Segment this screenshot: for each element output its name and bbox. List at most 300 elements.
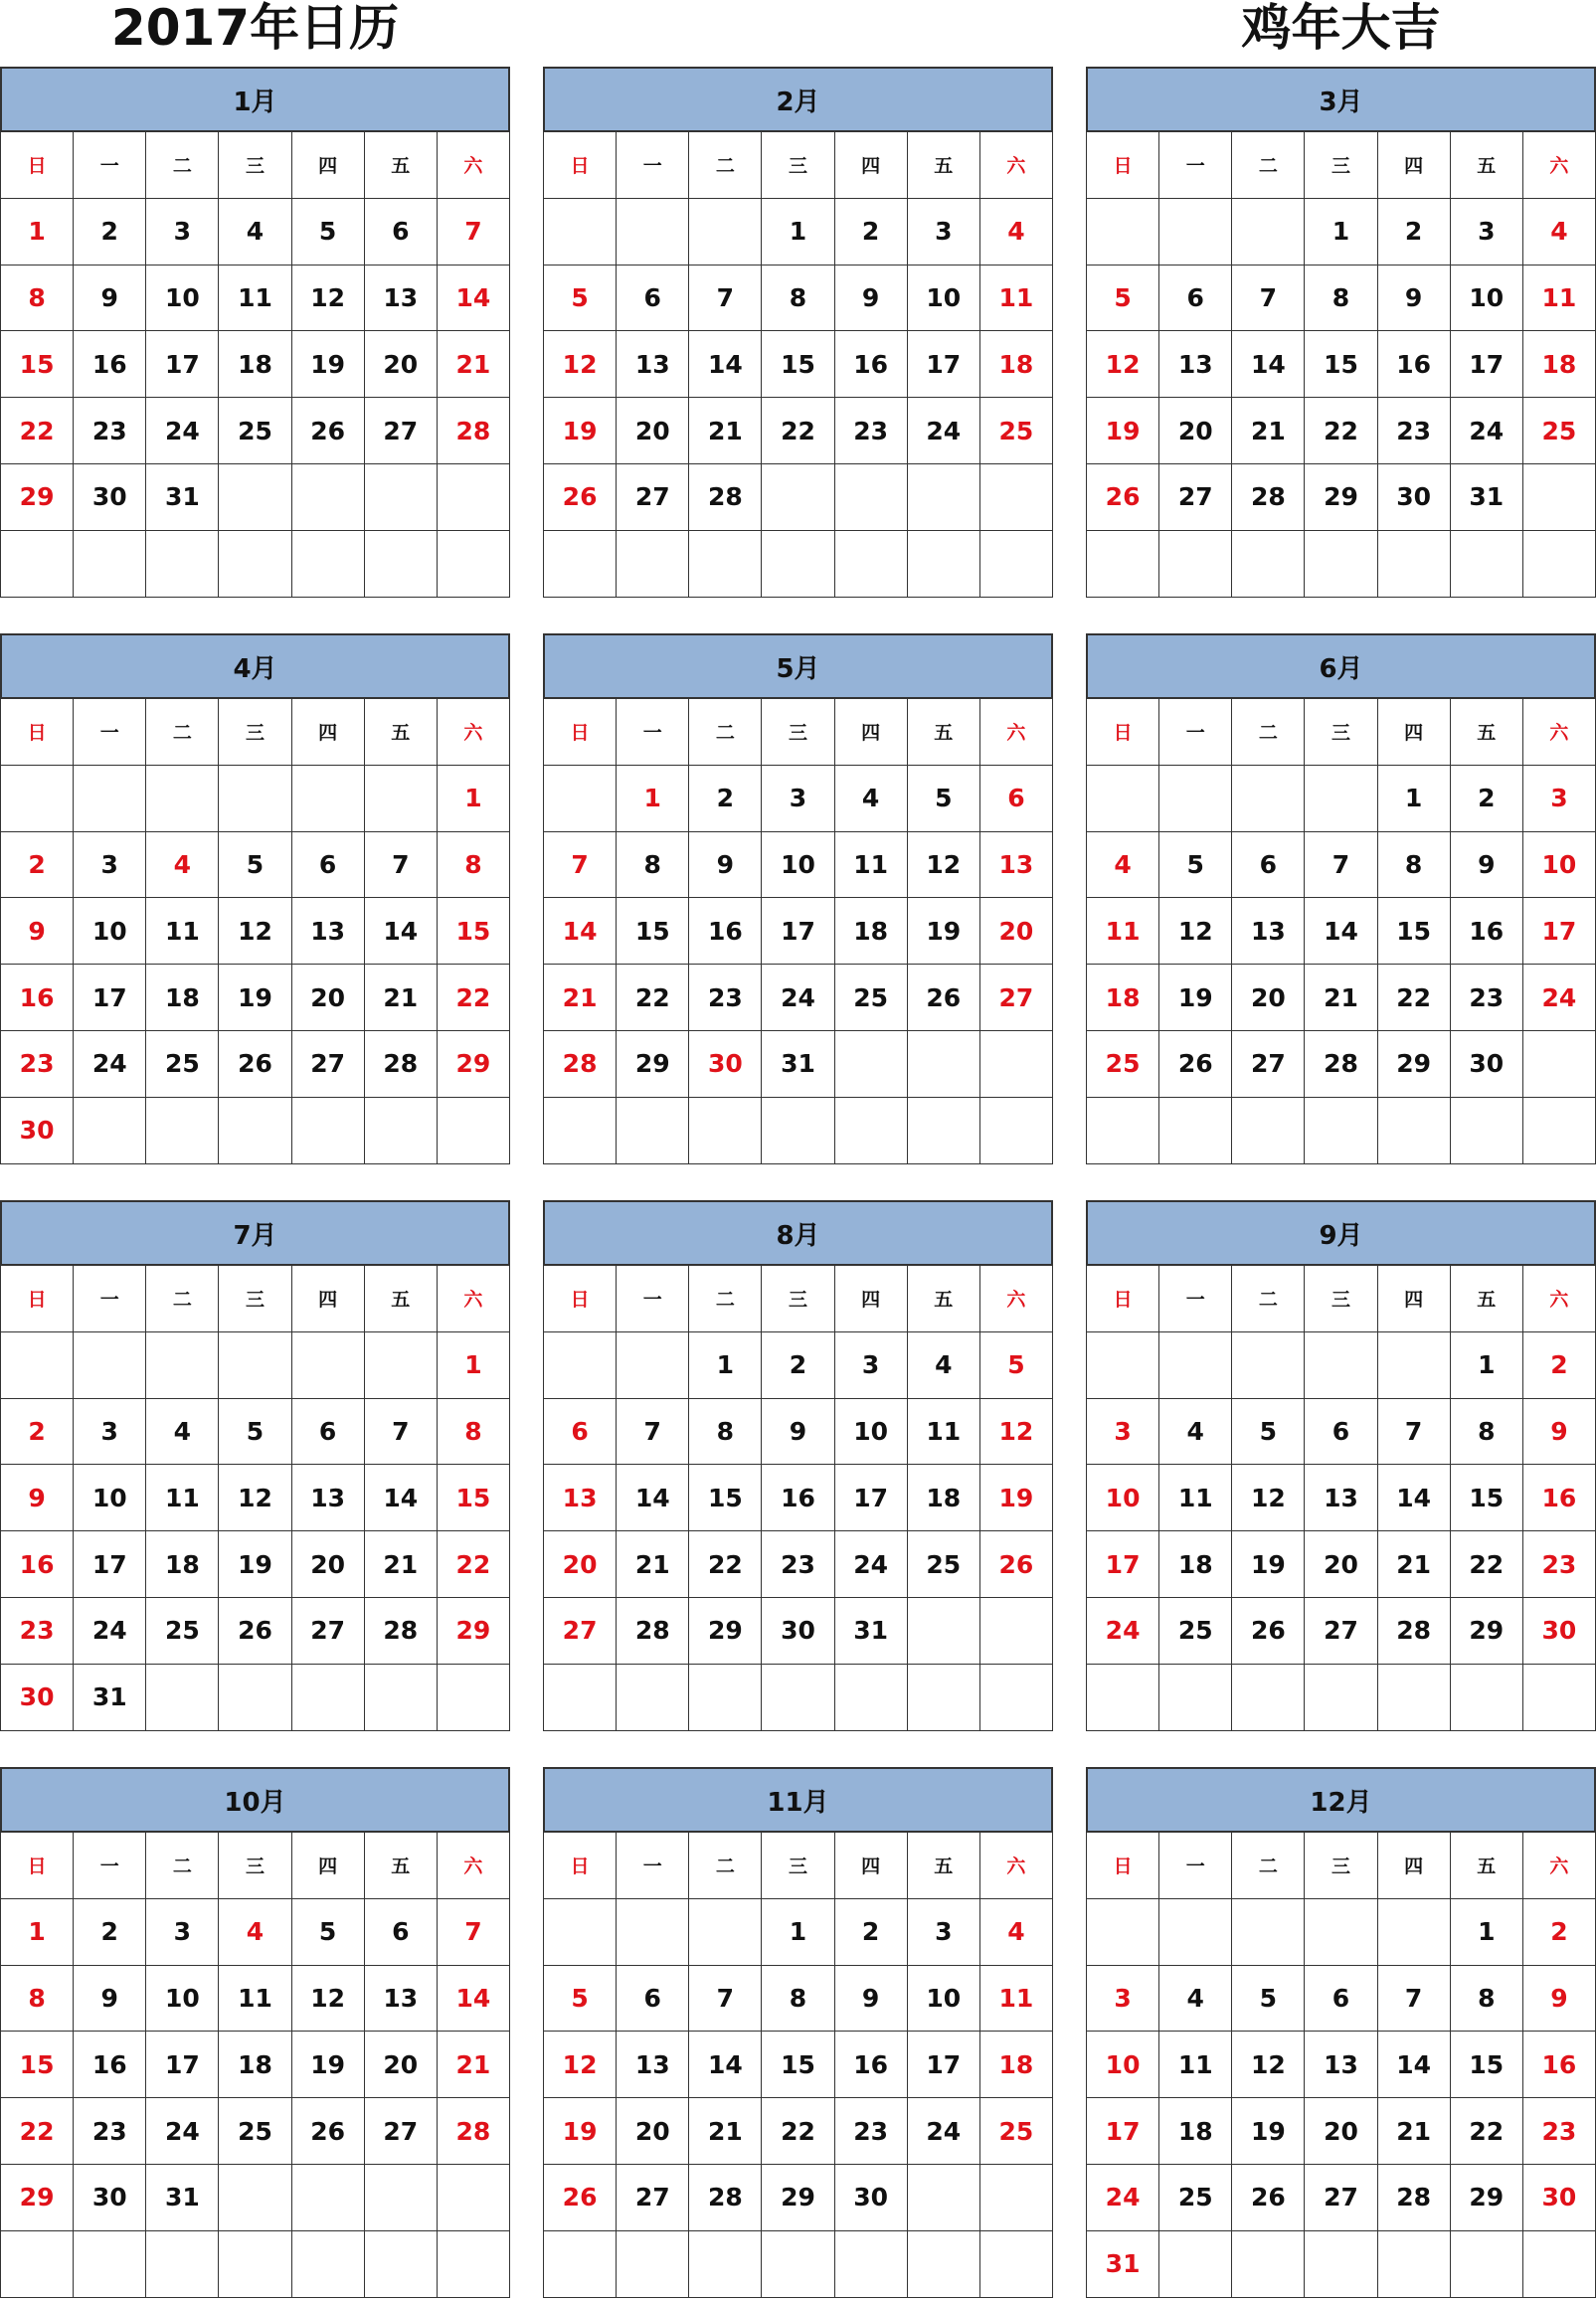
empty-cell — [1305, 1899, 1377, 1966]
day-cell: 24 — [908, 2098, 980, 2165]
empty-cell — [1305, 1332, 1377, 1399]
day-cell: 1 — [762, 1899, 834, 1966]
day-cell: 14 — [365, 1465, 438, 1531]
day-cell: 21 — [689, 398, 762, 464]
day-cell: 17 — [1087, 2098, 1159, 2165]
day-cell: 21 — [1378, 2098, 1451, 2165]
day-cell: 12 — [292, 1966, 365, 2033]
day-cell: 21 — [1305, 965, 1377, 1031]
day-cell: 14 — [438, 265, 510, 332]
empty-cell — [438, 1665, 510, 1731]
weekday-header: 一 — [74, 699, 146, 766]
day-cell: 21 — [1378, 1531, 1451, 1598]
empty-cell — [835, 1031, 908, 1098]
day-cell: 10 — [1087, 1465, 1159, 1531]
weekday-header: 四 — [835, 132, 908, 199]
day-cell: 25 — [980, 2098, 1053, 2165]
day-cell: 22 — [1, 398, 74, 464]
day-cell: 15 — [438, 1465, 510, 1531]
weekday-header: 六 — [438, 1833, 510, 1899]
day-cell: 20 — [544, 1531, 617, 1598]
day-cell: 25 — [980, 398, 1053, 464]
empty-cell — [689, 1665, 762, 1731]
day-cell: 9 — [1523, 1966, 1596, 2033]
weekday-header: 六 — [438, 699, 510, 766]
day-cell: 7 — [438, 199, 510, 265]
day-cell: 27 — [365, 398, 438, 464]
empty-cell — [1159, 1899, 1232, 1966]
empty-cell — [438, 464, 510, 531]
weekday-header: 三 — [1305, 1266, 1377, 1332]
day-cell: 28 — [1232, 464, 1305, 531]
day-cell: 18 — [1159, 1531, 1232, 1598]
weekday-header: 日 — [1, 1833, 74, 1899]
weekday-header: 二 — [1232, 699, 1305, 766]
weekday-header: 六 — [1523, 1266, 1596, 1332]
day-cell: 9 — [689, 832, 762, 899]
day-cell: 6 — [365, 199, 438, 265]
empty-cell — [219, 1098, 291, 1164]
day-cell: 5 — [1232, 1966, 1305, 2033]
weekday-header: 五 — [1451, 1833, 1523, 1899]
empty-cell — [1378, 1665, 1451, 1731]
day-cell: 9 — [1451, 832, 1523, 899]
day-cell: 10 — [1451, 265, 1523, 332]
day-cell: 2 — [1, 1399, 74, 1466]
day-cell: 10 — [835, 1399, 908, 1466]
day-cell: 24 — [74, 1598, 146, 1665]
day-cell: 2 — [762, 1332, 834, 1399]
empty-cell — [1232, 766, 1305, 832]
weekday-header: 日 — [544, 132, 617, 199]
weekday-header: 五 — [908, 132, 980, 199]
empty-cell — [1523, 1098, 1596, 1164]
day-cell: 14 — [689, 331, 762, 398]
empty-cell — [1159, 766, 1232, 832]
day-cell: 22 — [617, 965, 689, 1031]
day-cell: 1 — [1451, 1899, 1523, 1966]
day-cell: 2 — [74, 1899, 146, 1966]
day-cell: 9 — [1378, 265, 1451, 332]
empty-cell — [1232, 531, 1305, 598]
day-cell: 18 — [146, 965, 219, 1031]
day-cell: 8 — [1, 1966, 74, 2033]
weekday-header: 三 — [219, 1266, 291, 1332]
day-cell: 27 — [1232, 1031, 1305, 1098]
day-cell: 19 — [908, 898, 980, 965]
day-cell: 23 — [1, 1031, 74, 1098]
empty-cell — [146, 1665, 219, 1731]
day-cell: 31 — [762, 1031, 834, 1098]
day-cell: 13 — [1232, 898, 1305, 965]
day-cell: 27 — [1159, 464, 1232, 531]
weekday-header: 六 — [980, 699, 1053, 766]
empty-cell — [908, 2165, 980, 2231]
empty-cell — [1232, 1332, 1305, 1399]
month-grid — [0, 1833, 510, 2298]
empty-cell — [835, 1665, 908, 1731]
weekday-header: 日 — [1087, 1266, 1159, 1332]
day-cell: 12 — [544, 2032, 617, 2098]
day-cell: 28 — [365, 1031, 438, 1098]
day-cell: 1 — [1, 1899, 74, 1966]
month-4 — [0, 633, 510, 1164]
empty-cell — [219, 1332, 291, 1399]
day-cell: 4 — [1523, 199, 1596, 265]
empty-cell — [1451, 2231, 1523, 2298]
day-cell: 20 — [365, 2032, 438, 2098]
day-cell: 21 — [1232, 398, 1305, 464]
day-cell: 25 — [1159, 1598, 1232, 1665]
day-cell: 24 — [146, 2098, 219, 2165]
empty-cell — [1087, 1665, 1159, 1731]
weekday-header: 二 — [146, 1833, 219, 1899]
day-cell: 4 — [835, 766, 908, 832]
day-cell: 28 — [365, 1598, 438, 1665]
weekday-header: 二 — [1232, 1833, 1305, 1899]
month-grid — [0, 699, 510, 1164]
day-cell: 19 — [1159, 965, 1232, 1031]
empty-cell — [544, 766, 617, 832]
day-cell: 13 — [292, 898, 365, 965]
day-cell: 28 — [689, 2165, 762, 2231]
empty-cell — [1, 2231, 74, 2298]
weekday-header: 日 — [544, 1833, 617, 1899]
empty-cell — [74, 766, 146, 832]
weekday-header: 六 — [980, 1266, 1053, 1332]
empty-cell — [908, 1031, 980, 1098]
day-cell: 2 — [835, 1899, 908, 1966]
day-cell: 7 — [617, 1399, 689, 1466]
day-cell: 6 — [1159, 265, 1232, 332]
day-cell: 29 — [438, 1031, 510, 1098]
day-cell: 22 — [762, 398, 834, 464]
day-cell: 9 — [835, 1966, 908, 2033]
day-cell: 4 — [219, 1899, 291, 1966]
empty-cell — [365, 1098, 438, 1164]
weekday-header: 四 — [292, 1833, 365, 1899]
month-grid — [1086, 1833, 1596, 2298]
day-cell: 19 — [219, 965, 291, 1031]
day-cell: 13 — [292, 1465, 365, 1531]
empty-cell — [438, 2165, 510, 2231]
empty-cell — [908, 2231, 980, 2298]
day-cell: 29 — [1, 2165, 74, 2231]
empty-cell — [292, 766, 365, 832]
day-cell: 4 — [980, 199, 1053, 265]
day-cell: 1 — [1, 199, 74, 265]
empty-cell — [1232, 2231, 1305, 2298]
day-cell: 6 — [617, 1966, 689, 2033]
weekday-header: 三 — [219, 699, 291, 766]
day-cell: 6 — [1305, 1966, 1377, 2033]
greeting-title: 鸡年大吉 — [1241, 0, 1441, 57]
day-cell: 22 — [1305, 398, 1377, 464]
empty-cell — [1378, 1332, 1451, 1399]
empty-cell — [980, 1665, 1053, 1731]
day-cell: 28 — [1378, 2165, 1451, 2231]
day-cell: 18 — [219, 2032, 291, 2098]
day-cell: 16 — [1451, 898, 1523, 965]
day-cell: 17 — [1523, 898, 1596, 965]
month-grid — [1086, 699, 1596, 1164]
weekday-header: 三 — [762, 1266, 834, 1332]
day-cell: 26 — [544, 464, 617, 531]
empty-cell — [544, 2231, 617, 2298]
month-2 — [543, 67, 1053, 598]
month-grid — [1086, 1266, 1596, 1731]
empty-cell — [1, 1332, 74, 1399]
day-cell: 19 — [1087, 398, 1159, 464]
day-cell: 1 — [438, 766, 510, 832]
day-cell: 15 — [438, 898, 510, 965]
day-cell: 31 — [146, 464, 219, 531]
empty-cell — [146, 1098, 219, 1164]
day-cell: 23 — [762, 1531, 834, 1598]
day-cell: 24 — [1451, 398, 1523, 464]
empty-cell — [365, 766, 438, 832]
empty-cell — [292, 1665, 365, 1731]
weekday-header: 二 — [1232, 132, 1305, 199]
day-cell: 6 — [1232, 832, 1305, 899]
empty-cell — [1159, 1332, 1232, 1399]
month-grid — [543, 1266, 1053, 1731]
empty-cell — [1451, 1098, 1523, 1164]
day-cell: 1 — [1378, 766, 1451, 832]
weekday-header: 四 — [1378, 699, 1451, 766]
day-cell: 8 — [1305, 265, 1377, 332]
day-cell: 29 — [762, 2165, 834, 2231]
weekday-header: 五 — [908, 1266, 980, 1332]
weekday-header: 日 — [544, 699, 617, 766]
empty-cell — [544, 1665, 617, 1731]
day-cell: 15 — [1378, 898, 1451, 965]
day-cell: 12 — [544, 331, 617, 398]
calendar-title: 2017年日历 — [110, 0, 400, 57]
day-cell: 10 — [74, 898, 146, 965]
day-cell: 6 — [292, 832, 365, 899]
day-cell: 16 — [1523, 2032, 1596, 2098]
empty-cell — [365, 531, 438, 598]
day-cell: 15 — [1305, 331, 1377, 398]
day-cell: 30 — [835, 2165, 908, 2231]
empty-cell — [219, 766, 291, 832]
weekday-header: 一 — [617, 1266, 689, 1332]
day-cell: 27 — [292, 1598, 365, 1665]
day-cell: 3 — [1523, 766, 1596, 832]
empty-cell — [1523, 464, 1596, 531]
day-cell: 4 — [219, 199, 291, 265]
empty-cell — [980, 1098, 1053, 1164]
day-cell: 9 — [1, 1465, 74, 1531]
day-cell: 15 — [762, 2032, 834, 2098]
day-cell: 20 — [980, 898, 1053, 965]
day-cell: 2 — [1451, 766, 1523, 832]
day-cell: 18 — [1087, 965, 1159, 1031]
month-header: 8月 — [543, 1200, 1053, 1266]
empty-cell — [1523, 1031, 1596, 1098]
day-cell: 29 — [617, 1031, 689, 1098]
day-cell: 4 — [1087, 832, 1159, 899]
day-cell: 19 — [292, 2032, 365, 2098]
day-cell: 3 — [908, 199, 980, 265]
day-cell: 7 — [1378, 1399, 1451, 1466]
day-cell: 8 — [1, 265, 74, 332]
month-grid — [0, 1266, 510, 1731]
day-cell: 8 — [438, 832, 510, 899]
month-grid — [0, 132, 510, 598]
day-cell: 11 — [1087, 898, 1159, 965]
day-cell: 31 — [1087, 2231, 1159, 2298]
day-cell: 3 — [762, 766, 834, 832]
day-cell: 9 — [74, 265, 146, 332]
day-cell: 26 — [908, 965, 980, 1031]
day-cell: 12 — [1232, 1465, 1305, 1531]
day-cell: 22 — [438, 1531, 510, 1598]
day-cell: 13 — [544, 1465, 617, 1531]
empty-cell — [1, 531, 74, 598]
day-cell: 1 — [438, 1332, 510, 1399]
empty-cell — [292, 2165, 365, 2231]
day-cell: 22 — [1451, 2098, 1523, 2165]
weekday-header: 五 — [1451, 699, 1523, 766]
empty-cell — [544, 1098, 617, 1164]
day-cell: 19 — [980, 1465, 1053, 1531]
day-cell: 25 — [835, 965, 908, 1031]
day-cell: 18 — [835, 898, 908, 965]
day-cell: 23 — [1378, 398, 1451, 464]
empty-cell — [292, 1332, 365, 1399]
month-7 — [0, 1200, 510, 1731]
day-cell: 16 — [1, 965, 74, 1031]
day-cell: 20 — [365, 331, 438, 398]
weekday-header: 一 — [74, 1266, 146, 1332]
day-cell: 27 — [544, 1598, 617, 1665]
day-cell: 26 — [219, 1031, 291, 1098]
empty-cell — [908, 1665, 980, 1731]
day-cell: 7 — [689, 265, 762, 332]
weekday-header: 日 — [1087, 132, 1159, 199]
weekday-header: 五 — [365, 132, 438, 199]
day-cell: 1 — [1305, 199, 1377, 265]
weekday-header: 三 — [1305, 1833, 1377, 1899]
empty-cell — [1087, 1098, 1159, 1164]
day-cell: 14 — [1232, 331, 1305, 398]
empty-cell — [617, 1098, 689, 1164]
day-cell: 20 — [617, 398, 689, 464]
empty-cell — [980, 2231, 1053, 2298]
weekday-header: 五 — [365, 1833, 438, 1899]
day-cell: 21 — [689, 2098, 762, 2165]
day-cell: 4 — [1159, 1399, 1232, 1466]
weekday-header: 日 — [544, 1266, 617, 1332]
day-cell: 2 — [1, 832, 74, 899]
day-cell: 1 — [1451, 1332, 1523, 1399]
day-cell: 28 — [544, 1031, 617, 1098]
day-cell: 12 — [219, 898, 291, 965]
empty-cell — [617, 199, 689, 265]
day-cell: 22 — [1, 2098, 74, 2165]
weekday-header: 日 — [1, 1266, 74, 1332]
month-1 — [0, 67, 510, 598]
empty-cell — [219, 531, 291, 598]
day-cell: 13 — [365, 265, 438, 332]
day-cell: 10 — [908, 1966, 980, 2033]
empty-cell — [365, 1332, 438, 1399]
day-cell: 10 — [1523, 832, 1596, 899]
day-cell: 12 — [1232, 2032, 1305, 2098]
day-cell: 7 — [1305, 832, 1377, 899]
empty-cell — [146, 1332, 219, 1399]
weekday-header: 二 — [146, 1266, 219, 1332]
empty-cell — [1159, 1098, 1232, 1164]
weekday-header: 三 — [762, 132, 834, 199]
day-cell: 6 — [292, 1399, 365, 1466]
weekday-header: 一 — [1159, 699, 1232, 766]
day-cell: 1 — [762, 199, 834, 265]
weekday-header: 六 — [438, 132, 510, 199]
day-cell: 16 — [74, 2032, 146, 2098]
day-cell: 19 — [292, 331, 365, 398]
weekday-header: 一 — [1159, 1833, 1232, 1899]
day-cell: 12 — [292, 265, 365, 332]
day-cell: 3 — [1087, 1399, 1159, 1466]
empty-cell — [762, 1098, 834, 1164]
day-cell: 8 — [1378, 832, 1451, 899]
empty-cell — [835, 464, 908, 531]
day-cell: 19 — [219, 1531, 291, 1598]
day-cell: 4 — [146, 1399, 219, 1466]
day-cell: 29 — [1378, 1031, 1451, 1098]
day-cell: 4 — [980, 1899, 1053, 1966]
weekday-header: 日 — [1, 699, 74, 766]
day-cell: 23 — [1523, 2098, 1596, 2165]
day-cell: 22 — [1451, 1531, 1523, 1598]
day-cell: 15 — [1, 2032, 74, 2098]
weekday-header: 三 — [219, 1833, 291, 1899]
day-cell: 20 — [1305, 2098, 1377, 2165]
day-cell: 7 — [1378, 1966, 1451, 2033]
empty-cell — [292, 531, 365, 598]
empty-cell — [1378, 1098, 1451, 1164]
day-cell: 29 — [1451, 2165, 1523, 2231]
empty-cell — [74, 531, 146, 598]
day-cell: 3 — [1451, 199, 1523, 265]
day-cell: 7 — [1232, 265, 1305, 332]
day-cell: 10 — [146, 265, 219, 332]
day-cell: 14 — [438, 1966, 510, 2033]
day-cell: 2 — [1378, 199, 1451, 265]
day-cell: 17 — [835, 1465, 908, 1531]
month-header: 11月 — [543, 1767, 1053, 1833]
weekday-header: 二 — [689, 132, 762, 199]
day-cell: 17 — [762, 898, 834, 965]
day-cell: 17 — [146, 331, 219, 398]
month-header: 3月 — [1086, 67, 1596, 132]
weekday-header: 日 — [1087, 699, 1159, 766]
day-cell: 2 — [74, 199, 146, 265]
day-cell: 26 — [292, 398, 365, 464]
empty-cell — [146, 531, 219, 598]
day-cell: 25 — [1159, 2165, 1232, 2231]
day-cell: 7 — [438, 1899, 510, 1966]
empty-cell — [617, 1665, 689, 1731]
weekday-header: 三 — [1305, 699, 1377, 766]
day-cell: 15 — [1, 331, 74, 398]
empty-cell — [1305, 766, 1377, 832]
day-cell: 14 — [617, 1465, 689, 1531]
weekday-header: 四 — [292, 132, 365, 199]
